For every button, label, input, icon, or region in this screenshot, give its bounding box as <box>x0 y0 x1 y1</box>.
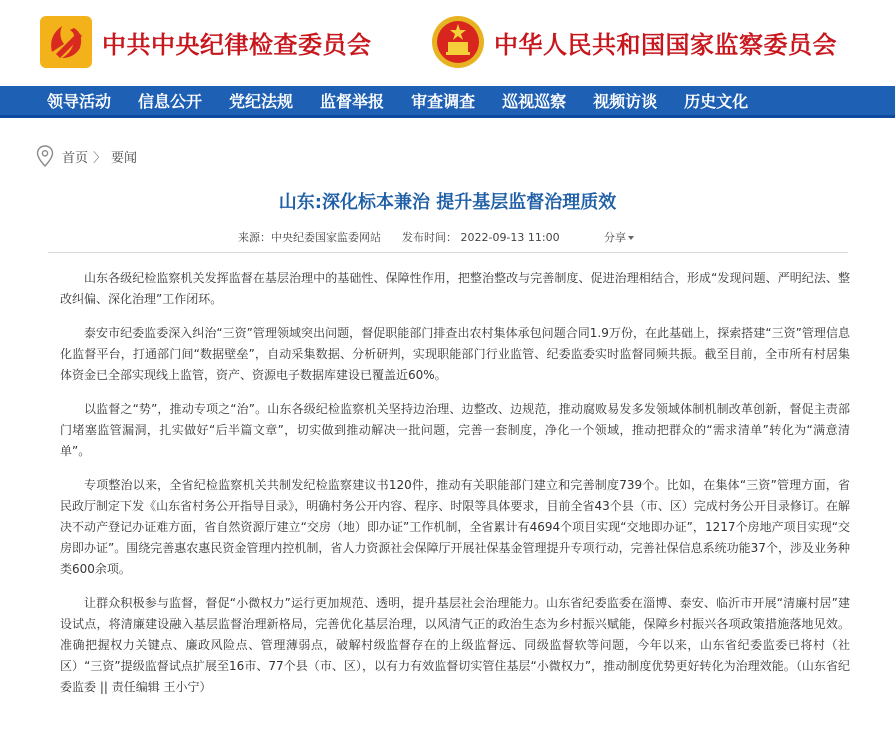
nav-leadership[interactable]: 领导活动 <box>47 92 112 111</box>
nav-info-disclosure[interactable]: 信息公开 <box>138 92 203 111</box>
party-emblem-icon <box>38 14 94 70</box>
share-label: 分享 <box>604 231 626 244</box>
nav-investigation[interactable]: 审查调查 <box>411 92 476 111</box>
article-source: 来源：中央纪委国家监委网站 <box>238 231 381 244</box>
ccdi-brand[interactable] <box>38 12 372 72</box>
chevron-down-icon <box>628 236 634 240</box>
article-title: 山东:深化标本兼治 提升基层监督治理质效 <box>278 192 617 213</box>
nsc-name: 中华人民共和国国家监察委员会 <box>494 29 837 59</box>
breadcrumb-separator: 〉 <box>93 150 107 166</box>
divider <box>48 252 848 253</box>
article-paragraph: 专项整治以来，全省纪检监察机关共制发纪检监察建议书120件，推动有关职能部门建立和完善制度739个。比如，在集体“三资”管理方面，省民政厅制定下发《山东省村务公开指导目录》，明确村务公开内容、程序、时限等具体要求，目前全省43个县（市、区）完成村务公开目录修订。在解决不动产登记办证难方面，省自然资源厅建立“交房（地）即办证”工作机制，全省累计有4694个项目实现“交地即办证”，1217个房地产项目实现“交房即办证”。围绕完善惠农惠民资金管理内控机制，省人力资源社会保障厅开展社保基金管理提升专项行动，完善社保信息系统功能37个，涉及业务种类600余项。 <box>60 478 850 576</box>
article-meta <box>0 229 895 247</box>
article-body <box>60 268 850 711</box>
breadcrumb <box>36 143 137 169</box>
ccdi-name: 中共中央纪律检查委员会 <box>102 29 372 59</box>
site-header <box>0 0 895 86</box>
location-pin-icon <box>36 145 54 167</box>
article-paragraph: 让群众积极参与监督，督促“小微权力”运行更加规范、透明，提升基层社会治理能力。山东省纪委监委在淄博、泰安、临沂市开展“清廉村居”建设试点，将清廉建设融入基层监督治理新格局，完善优化基层治理，以风清气正的政治生态为乡村振兴赋能，保障乡村振兴各项政策措施落地见效。准确把握权力关键点、廉政风险点、管理薄弱点，破解村级监督存在的上级监督远、同级监督软等问题，今年以来，山东省纪委监委已将村（社区）“三资”提级监督试点扩展至16市、77个县（市、区），以有力有效监督切实管住基层“小微权力”，推动制度优势更好转化为治理效能。（山东省纪委监委 || 责任编辑 王小宁） <box>60 596 850 694</box>
main-nav <box>0 86 895 118</box>
nav-inspection[interactable]: 巡视巡察 <box>502 92 567 111</box>
nav-report[interactable]: 监督举报 <box>320 92 385 111</box>
share-button[interactable] <box>604 229 634 245</box>
nav-regulations[interactable]: 党纪法规 <box>229 92 294 111</box>
article-time: 发布时间： 2022-09-13 11:00 <box>402 231 560 244</box>
breadcrumb-home[interactable]: 首页 <box>62 150 89 166</box>
article-paragraph: 山东各级纪检监察机关发挥监督在基层治理中的基础性、保障性作用，把整治整改与完善制度、促进治理相结合，形成“发现问题、严明纪法、整改纠偏、深化治理”工作闭环。 <box>60 271 850 306</box>
article-paragraph: 以监督之“势”，推动专项之“治”。山东各级纪检监察机关坚持边治理、边整改、边规范，推动腐败易发多发领域体制机制改革创新，督促主责部门堵塞监管漏洞，扎实做好“后半篇文章”，切实做到推动解决一批问题，完善一套制度，净化一个领域，推动把群众的“需求清单”转化为“满意清单”。 <box>60 402 850 458</box>
nsc-brand[interactable] <box>430 12 837 72</box>
nav-history[interactable]: 历史文化 <box>684 92 749 111</box>
article-paragraph: 泰安市纪委监委深入纠治“三资”管理领域突出问题，督促职能部门排查出农村集体承包问题合同1.9万份，在此基础上，探索搭建“三资”管理信息化监督平台，打通部门间“数据壁垒”，自动采集数据、分析研判，实现职能部门行业监管、纪委监委实时监督同频共振。截至目前，全市所有村居集体资金已全部实现线上监管，资产、资源电子数据库建设已覆盖近60%。 <box>60 326 850 382</box>
nav-video[interactable]: 视频访谈 <box>593 92 658 111</box>
national-emblem-icon <box>430 14 486 70</box>
breadcrumb-current[interactable]: 要闻 <box>111 150 138 166</box>
